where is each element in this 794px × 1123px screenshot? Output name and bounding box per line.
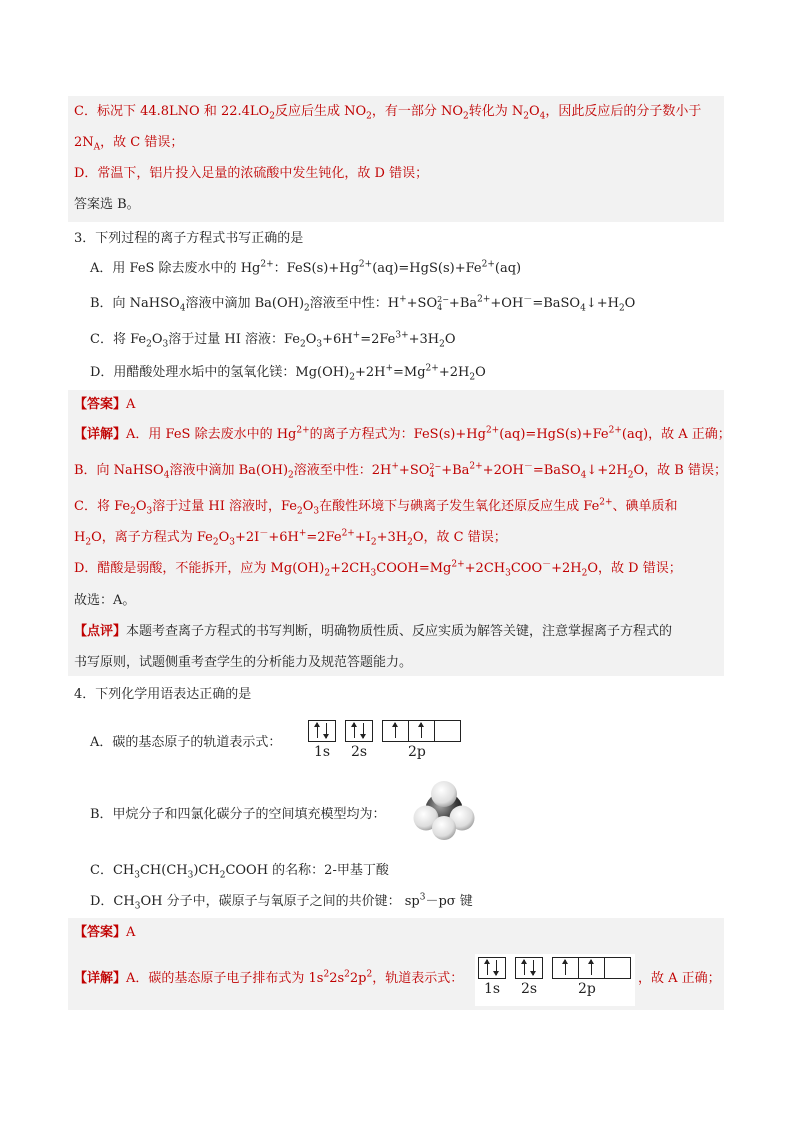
orbital-box-1s	[308, 720, 336, 742]
q3-explanation-d: D．醋酸是弱酸，不能拆开，应为 $Mg(OH)_2+2CH_3COOH=Mg^{2+}+2CH_3COO^-+2H_2O$，故 D 错误；	[74, 559, 682, 579]
orbital-box-2p-3	[604, 957, 631, 979]
orbital-box-1s	[478, 957, 506, 979]
q3-answer: 【答案】A	[74, 397, 136, 412]
q3-option-c: C．将 $Fe_2O_3$溶于过量 HI 溶液：$Fe_2O_3+6H^+=2Fe^{3+}+3H_2O$	[90, 330, 456, 350]
prev-explanation-d: D．常温下，铝片投入足量的浓硫酸中发生钝化，故 D 错误；	[74, 166, 429, 181]
q3-explanation-b: B．向 NaHSO$_4$溶液中滴加 $Ba(OH)_2$溶液至中性：2H++SO 2− 4 $+Ba^{2+}+2OH^-=BaSO_4↓+2H_2O$，故 B 错误；	[74, 461, 727, 481]
q3-option-d: D．用醋酸处理水垢中的氢氧化镁：$Mg(OH)_2+2H^+=Mg^{2+}+2H_2O$	[90, 363, 486, 383]
orbital-label-1s: 1s	[484, 981, 501, 997]
orbital-label-1s: 1s	[314, 744, 331, 760]
orbital-diagram-question	[308, 720, 463, 766]
question-3-stem: 3．下列过程的离子方程式书写正确的是	[74, 231, 304, 246]
orbital-box-2p-2	[408, 720, 435, 742]
spin-up-arrow	[591, 960, 592, 975]
spin-down-arrow	[533, 960, 534, 975]
spin-up-arrow	[421, 723, 422, 738]
spin-up-arrow	[565, 960, 566, 975]
q3-explanation-c-line1: C．将 $Fe_2O_3$溶于过量 HI 溶液时，$Fe_2O_3$在酸性环境下与碘离子发生氧化还原反应生成 $Fe^{2+}$、碘单质和	[74, 497, 678, 517]
space-filling-model-image	[412, 780, 476, 842]
q3-comment-line2: 书写原则，试题侧重考查学生的分析能力及规范答题能力。	[74, 655, 413, 670]
q3-comment-line1: 【点评】本题考查离子方程式的书写判断，明确物质性质、反应实质为解答关键，注意掌握离子方程式的	[74, 624, 673, 639]
orbital-label-2s: 2s	[521, 981, 538, 997]
spin-up-arrow	[317, 723, 318, 738]
spin-up-arrow	[395, 723, 396, 738]
orbital-box-2p-2	[578, 957, 605, 979]
q3-choose: 故选：A。	[74, 593, 136, 608]
orbital-box-2p-3	[434, 720, 461, 742]
orbital-label-2p: 2p	[578, 981, 596, 997]
q4-answer: 【答案】A	[74, 925, 136, 940]
prev-explanation-c-line2: $2N_A$，故 C 错误；	[74, 135, 184, 153]
q4-explanation-a-end: ，故 A 正确；	[638, 971, 721, 986]
q4-explanation-a-pre: 【详解】A．碳的基态原子电子排布式为 $1s^22s^22p^2$，轨道表示式：	[74, 969, 464, 986]
spin-up-arrow	[487, 960, 488, 975]
orbital-diagram-explanation	[478, 957, 636, 1005]
orbital-box-2p-1	[382, 720, 409, 742]
orbital-box-2s	[515, 957, 543, 979]
q4-option-a: A．碳的基态原子的轨道表示式：	[90, 735, 282, 750]
spin-down-arrow	[363, 723, 364, 738]
spin-down-arrow	[496, 960, 497, 975]
q3-option-a: A．用 FeS 除去废水中的 $Hg^{2+}$：$FeS(s)+Hg^{2+}(aq)=HgS(s)+Fe^{2+}(aq)$	[90, 259, 522, 276]
spin-up-arrow	[524, 960, 525, 975]
q4-option-b: B．甲烷分子和四氯化碳分子的空间填充模型均为：	[90, 807, 386, 822]
q4-option-c: C．$CH_3CH(CH_3)CH_2COOH$ 的名称：2-甲基丁酸	[90, 863, 389, 881]
orbital-box-2p-1	[552, 957, 579, 979]
spin-up-arrow	[354, 723, 355, 738]
q3-explanation-c-line2: $H_2O$，离子方程式为 $Fe_2O_3+2I^-+6H^+=2Fe^{2+}+I_2+3H_2O$，故 C 错误；	[74, 528, 507, 548]
prev-answer: 答案选 B。	[74, 197, 140, 212]
orbital-label-2p: 2p	[408, 744, 426, 760]
orbital-label-2s: 2s	[351, 744, 368, 760]
orbital-box-2s	[345, 720, 373, 742]
q4-option-d: D．$CH_3OH$ 分子中，碳原子与氧原子之间的共价键： $sp^3-p\sigma$ 键	[90, 892, 473, 912]
spin-down-arrow	[326, 723, 327, 738]
q3-option-b: B．向 NaHSO$_4$溶液中滴加 $Ba(OH)_2$溶液至中性：H++SO 2− 4 $+Ba^{2+}+OH^-=BaSO_4↓+H_2O$	[90, 294, 636, 314]
q3-explanation-a: 【详解】A．用 FeS 除去废水中的 $Hg^{2+}$的离子方程式为：$FeS(s)+Hg^{2+}(aq)=HgS(s)+Fe^{2+}(aq)$，故 A 正确；	[74, 425, 731, 442]
question-4-stem: 4．下列化学用语表达正确的是	[74, 687, 252, 702]
prev-explanation-c-line1: C．标况下 44.8LNO 和 $22.4LO_2$反应后生成 $NO_2$，有一部分 $NO_2$转化为 $N_2O_4$，因此反应后的分子数小于	[74, 104, 702, 122]
